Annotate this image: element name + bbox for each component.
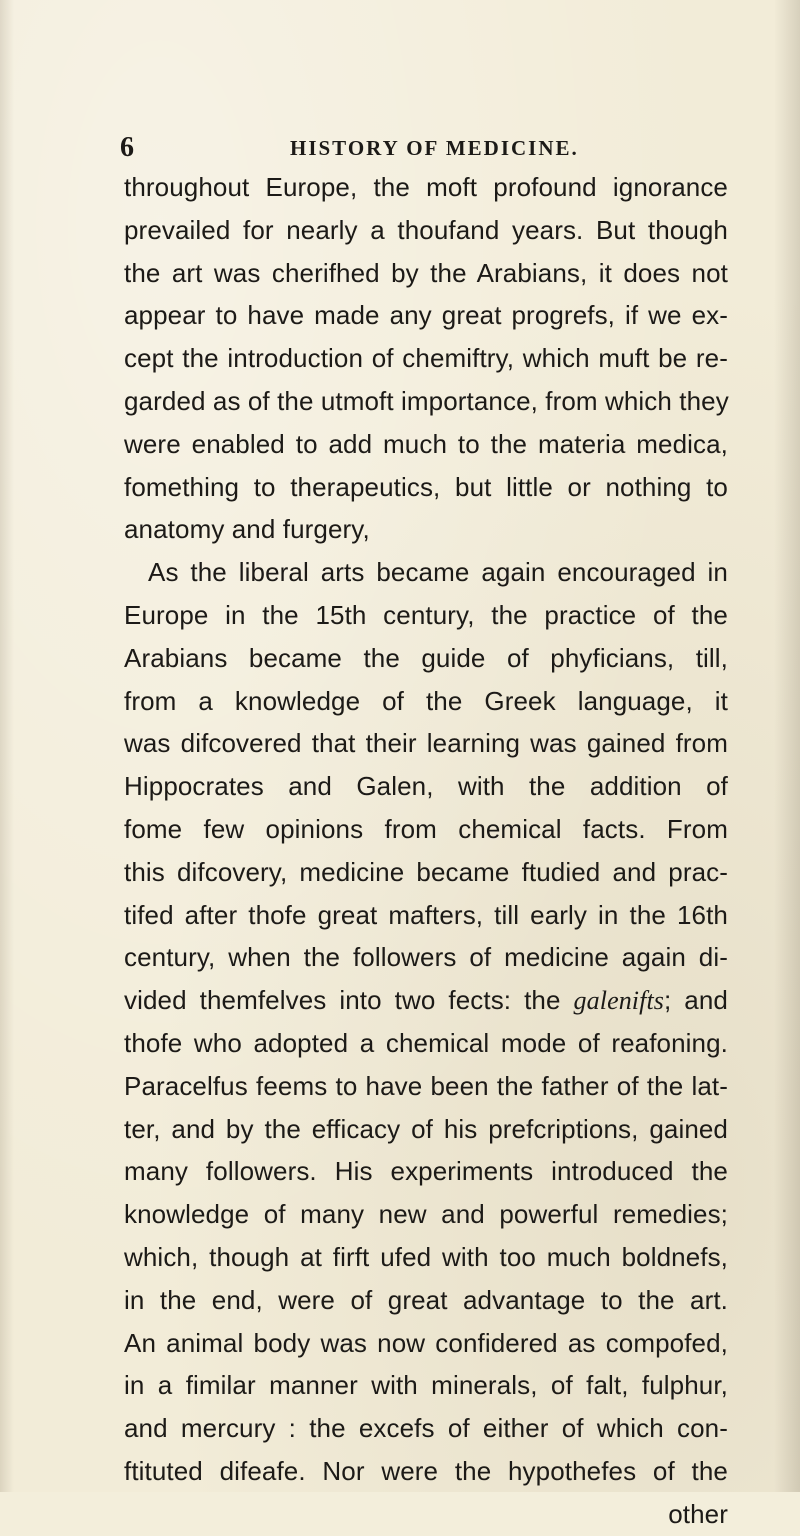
- text-line: ter, and by the efficacy of his prefcriptions, gained: [124, 1113, 728, 1144]
- text-line-part: ; and: [664, 985, 728, 1016]
- text-line: garded as of the utmoft importance, from which they: [124, 385, 729, 416]
- text-line: throughout Europe, the moft profound ignorance: [124, 172, 728, 202]
- text-line: this difcovery, medicine became ftudied and prac-: [124, 856, 728, 887]
- text-line: was difcovered that their learning was gained from: [124, 728, 728, 759]
- spine-shadow: [774, 0, 800, 1492]
- text-line-with-italic: [124, 979, 728, 1022]
- text-line: prevailed for nearly a thoufand years. But though: [124, 214, 728, 245]
- text-line: Hippocrates and Galen, with the addition of: [124, 771, 728, 802]
- text-line: the art was cherifhed by the Arabians, it does not: [124, 257, 728, 288]
- text-line: An animal body was now confidered as compofed,: [124, 1327, 728, 1358]
- text-line: Paracelfus feems to have been the father of the lat-: [124, 1070, 728, 1101]
- text-line: fome few opinions from chemical facts. From: [124, 813, 728, 844]
- running-head-title: HISTORY OF MEDICINE.: [290, 136, 579, 160]
- text-line: ftituted difeafe. Nor were the hypothefes of the: [124, 1455, 728, 1486]
- text-line: from a knowledge of the Greek language, it: [124, 685, 728, 716]
- text-line: which, though at firft ufed with too much boldnefs,: [124, 1241, 728, 1272]
- page-number: 6: [120, 132, 135, 163]
- text-line: tifed after thofe great mafters, till early in the 16th: [124, 899, 728, 930]
- page-edge-shadow: [0, 0, 14, 1492]
- text-line: cept the introduction of chemiftry, which muft be re-: [124, 343, 728, 374]
- text-line: in the end, were of great advantage to the art.: [124, 1284, 728, 1315]
- text-line: thofe who adopted a chemical mode of reafoning.: [124, 1027, 728, 1058]
- italic-term: galenifts: [573, 986, 664, 1016]
- catchword: other: [668, 1498, 728, 1529]
- text-line: and mercury : the excefs of either of which con-: [124, 1413, 728, 1444]
- text-line: appear to have made any great progrefs, if we ex-: [124, 300, 728, 331]
- body-text: [124, 166, 728, 1536]
- text-line: century, when the followers of medicine again di-: [124, 942, 728, 973]
- text-line: many followers. His experiments introduced the: [124, 1156, 728, 1187]
- text-line: fomething to therapeutics, but little or nothing to: [124, 471, 728, 502]
- text-line: Arabians became the guide of phyficians, till,: [124, 642, 728, 673]
- text-line: anatomy and furgery,: [124, 514, 370, 545]
- text-line-part: vided themfelves into two fects: the: [124, 985, 561, 1016]
- text-line: knowledge of many new and powerful remedies;: [124, 1199, 728, 1230]
- text-line: in a fimilar manner with minerals, of falt, fulphur,: [124, 1370, 728, 1401]
- text-line: As the liberal arts became again encouraged in: [148, 557, 728, 588]
- text-line: Europe in the 15th century, the practice of the: [124, 599, 728, 630]
- text-line: were enabled to add much to the materia medica,: [124, 428, 728, 459]
